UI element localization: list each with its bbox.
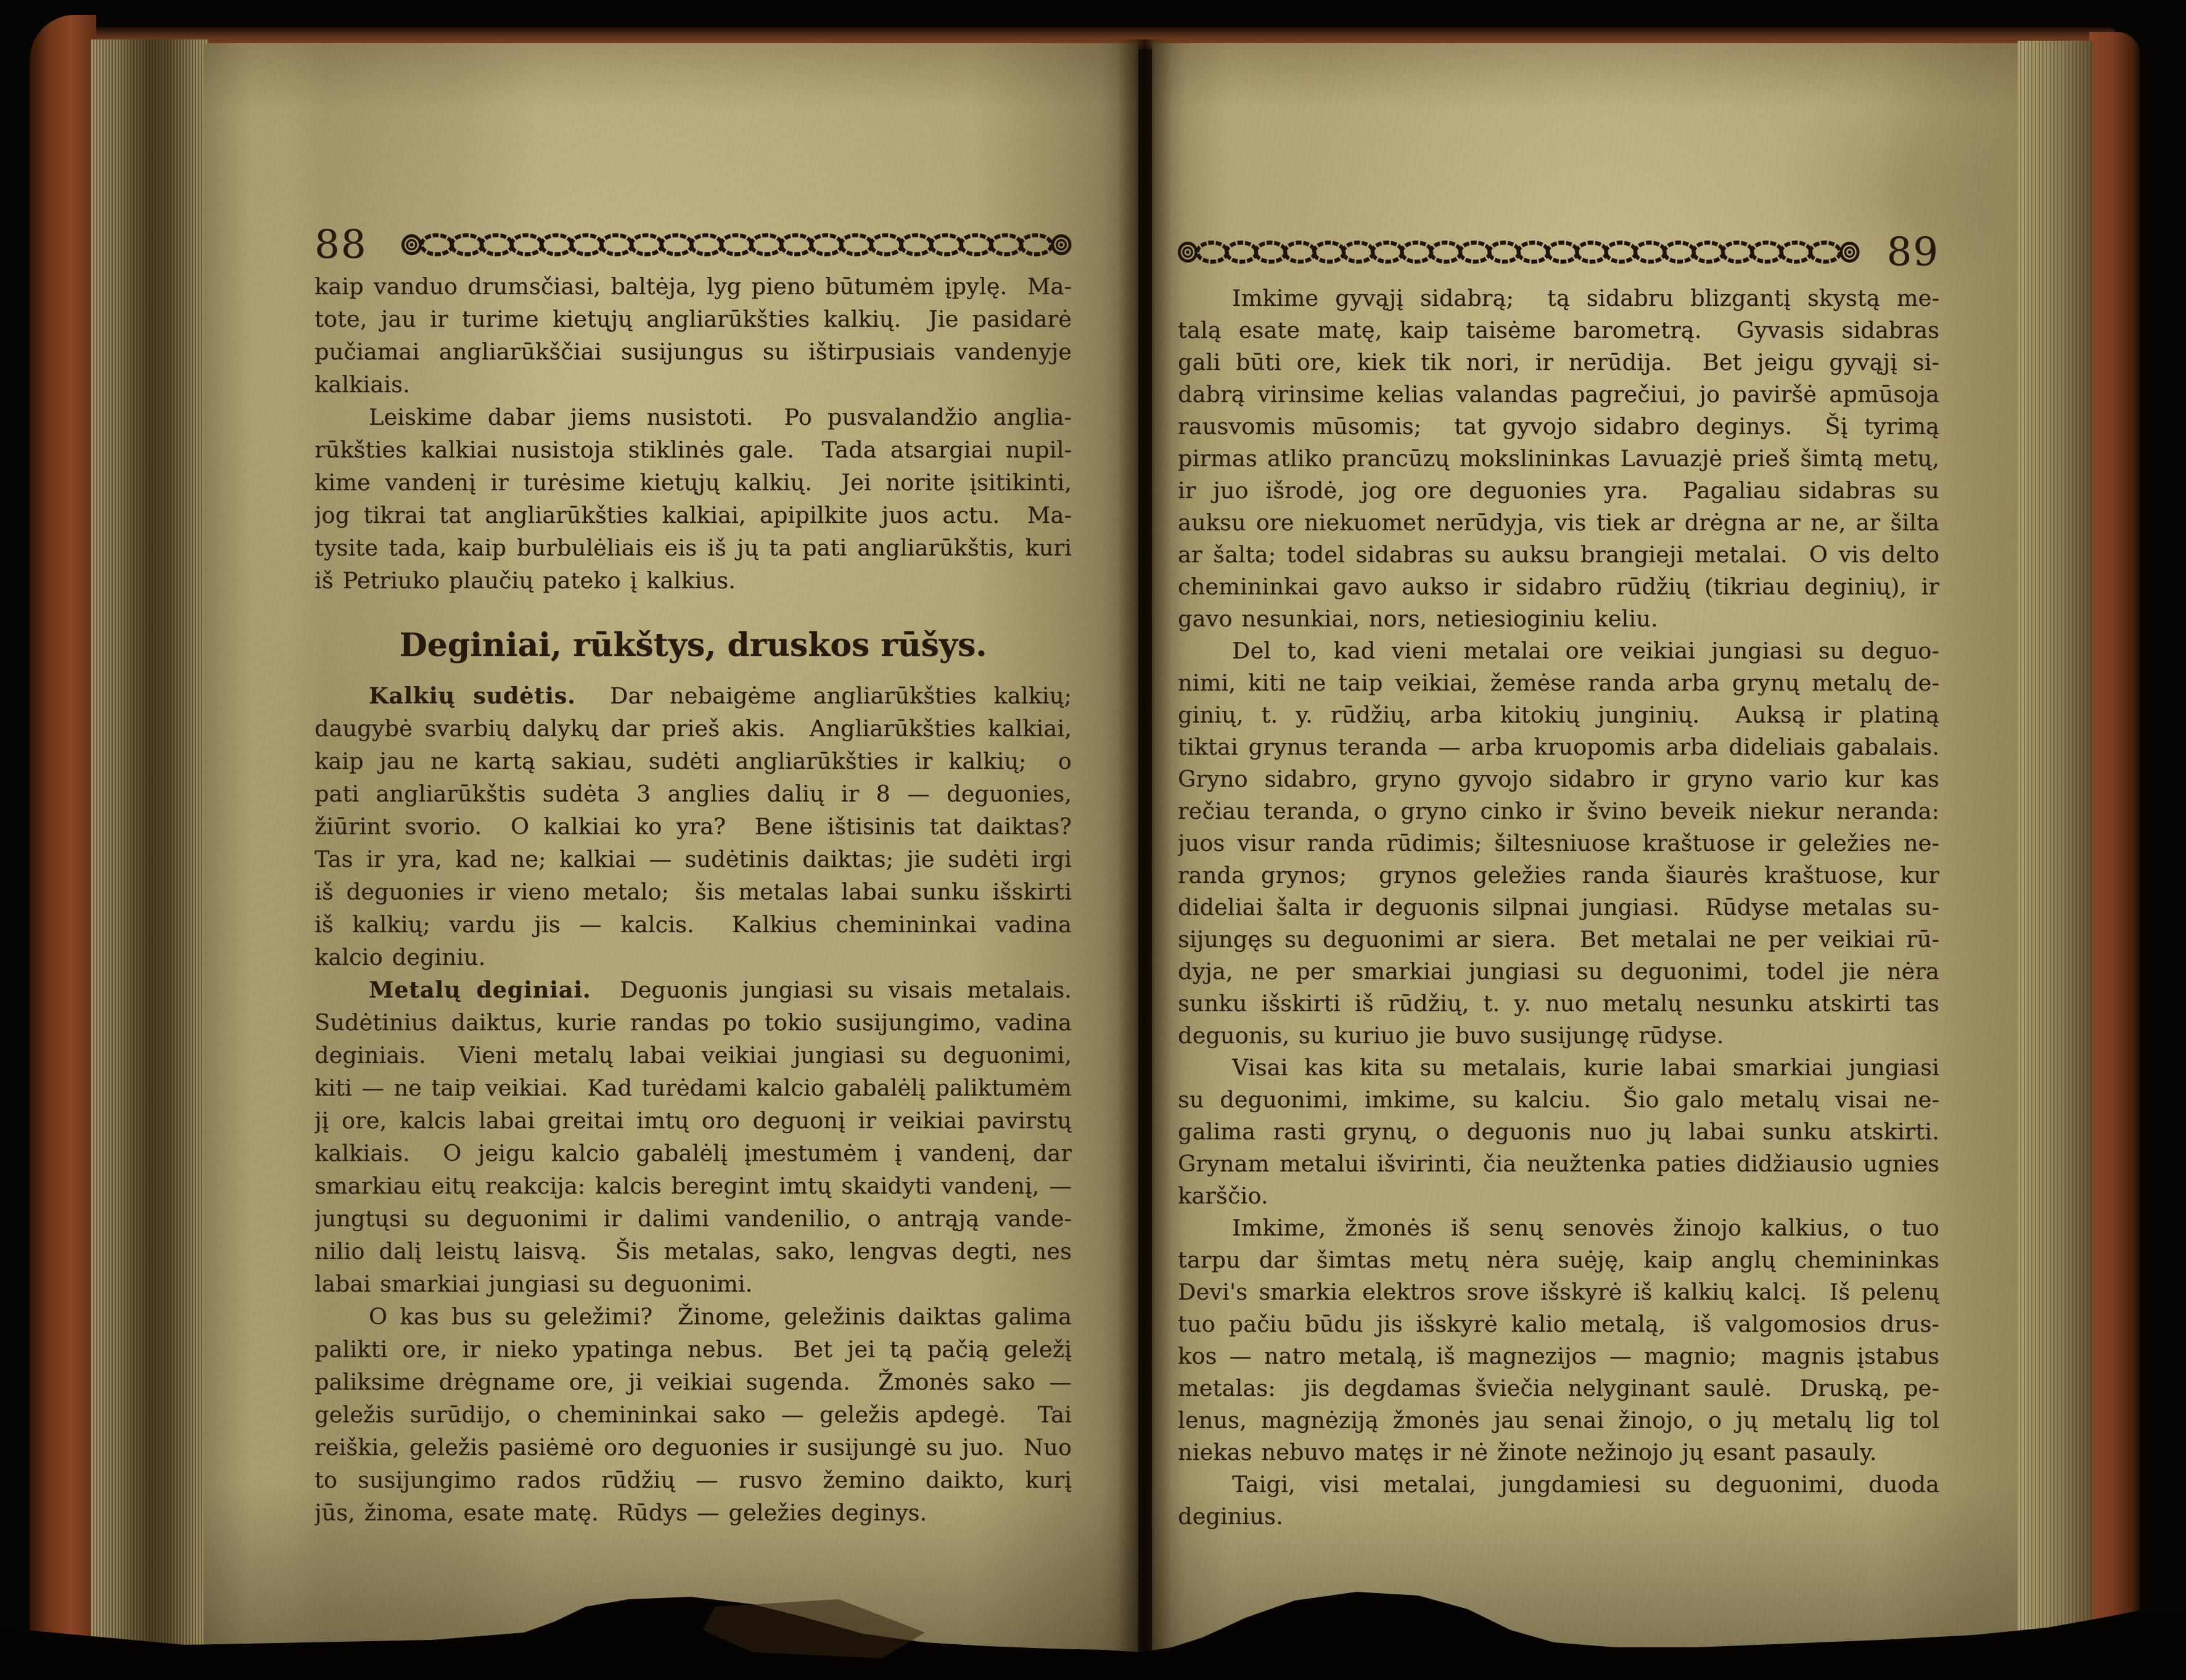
text-line: dideliai šalta ir deguonis silpnai jungiasi. Rūdyse metalas su- [1178,894,1939,920]
text-line: O kas bus su geležimi? Žinome, geležinis daiktas galima [369,1303,1072,1330]
text-line: jog tikrai tat angliarūkšties kalkiai, apipilkite juos actu. Ma- [314,502,1072,528]
chain-ornament-icon [1178,238,1860,266]
text-line: jūs, žinoma, esate matę. Rūdys — geležies deginys. [314,1499,927,1526]
page-right-text-column [1178,229,1939,1533]
chain-ornament-icon [401,231,1072,259]
text-line: kiti — ne taip veikiai. Kad turėdami kalcio gabalėlį paliktumėm [314,1075,1072,1101]
page-left [203,43,1138,1680]
run-in-heading: Kalkių sudėtis. [369,682,576,709]
text-line: tarpu dar šimtas metų nėra suėję, kaip anglų chemininkas [1178,1247,1939,1273]
text-line: su deguonimi, imkime, su kalciu. Šio galo metalų visai ne- [1178,1086,1939,1113]
text-line: niekas nebuvo matęs ir nė žinote nežinojo jų esant pasauly. [1178,1439,1877,1465]
text-line: pirmas atliko prancūzų mokslininkas Lavuazjė prieš šimtą metų, [1178,445,1939,472]
text-line: deginius. [1178,1503,1283,1530]
text-line: dabrą virinsime kelias valandas pagrečiui, jo paviršė apmūsoja [1178,381,1939,408]
text-line: pučiamai angliarūkščiai susijungus su ištirpusiais vandenyje [314,338,1072,365]
text-line: Gryno sidabro, gryno gyvojo sidabro ir gryno vario kur kas [1178,766,1939,792]
text-line: rūkšties kalkiai nusistoja stiklinės gale. Tada atsargiai nupil- [314,436,1072,463]
page-right [1152,43,2018,1680]
text-line: nilio dalį leistų laisvą. Šis metalas, sako, lengvas degti, nes [314,1238,1072,1264]
text-line: Devi's smarkia elektros srove išskyrė iš kalkių kalcį. Iš pelenų [1178,1279,1939,1305]
text-line: kalkiais. O jeigu kalcio gabalėlį įmestumėm į vandenį, dar [314,1140,1072,1166]
run-in-heading: Metalų deginiai. [369,977,591,1003]
text-line: iš deguonies ir vieno metalo; šis metalas labai sunku išskirti [314,879,1072,905]
text-line: Leiskime dabar jiems nusistoti. Po pusvalandžio anglia- [369,404,1072,430]
text-line: tuo pačiu būdu jis išskyrė kalio metalą, iš valgomosios drus- [1178,1311,1939,1337]
text-line: Kalkių sudėtis. Dar nebaigėme angliarūkšties kalkių; [369,682,1072,709]
section-heading: Deginiai, rūkštys, druskos rūšys. [399,626,987,664]
text-line: daugybė svarbių dalykų dar prieš akis. Angliarūkšties kalkiai, [314,715,1072,742]
text-line: Sudėtinius daiktus, kurie randas po tokio susijungimo, vadina [314,1009,1072,1036]
text-line: reiškia, geležis pasiėmė oro deguonies ir susijungė su juo. Nuo [314,1434,1072,1461]
text-line: Imkime, žmonės iš senų senovės žinojo kalkius, o tuo [1232,1215,1939,1241]
book-gutter-shadow [1117,39,1172,1680]
text-line: dyja, ne per smarkiai jungiasi su deguonimi, todel jie nėra [1178,958,1939,985]
text-line: karščio. [1178,1182,1268,1209]
page-left-header [314,222,1072,268]
text-line: geležis surūdijo, o chemininkai sako — geležis apdegė. Tai [314,1401,1072,1428]
text-line: chemininkai gavo aukso ir sidabro rūdžių (tikriau deginių), ir [1178,573,1939,600]
text-line: galima rasti grynų, o deguonis nuo jų labai sunku atskirti. [1178,1118,1939,1145]
text-line: Metalų deginiai. Deguonis jungiasi su visais metalais. [369,977,1072,1003]
page-number-right: 89 [1886,229,1939,275]
text-line: sijungęs su deguonimi ar siera. Bet metalai ne per veikiai rū- [1178,926,1939,953]
text-line: tysite tada, kaip burbulėliais eis iš jų ta pati angliarūkštis, kuri [314,535,1072,561]
page-edges-left-stack [91,39,208,1680]
text-line: Imkime gyvąjį sidabrą; tą sidabru blizgantį skystą me- [1232,285,1939,311]
book-cover-left-edge [30,15,96,1680]
text-line: Del to, kad vieni metalai ore veikiai jungiasi su deguo- [1232,637,1939,664]
text-line: labai smarkiai jungiasi su deguonimi. [314,1271,753,1297]
text-line: kime vandenį ir turėsime kietųjų kalkių. Jei norite įsitikinti, [314,469,1072,496]
text-line: kos — natro metalą, iš magnezijos — magnio; magnis įstabus [1178,1343,1939,1369]
text-line: jį ore, kalcis labai greitai imtų oro deguonį ir veikiai pavirstų [314,1107,1072,1134]
text-line: kaip vanduo drumsčiasi, baltėja, lyg pieno būtumėm įpylę. Ma- [314,273,1072,300]
text-line: deginiais. Vieni metalų labai veikiai jungiasi su deguonimi, [314,1042,1072,1068]
book-cover-right-edge [2089,32,2140,1680]
text-line: Visai kas kita su metalais, kurie labai smarkiai jungiasi [1232,1054,1939,1081]
text-line: jungtųsi su deguonimi ir dalimi vandenilio, o antrąją vande- [314,1205,1072,1232]
text-line: to susijungimo rados rūdžių — rusvo žemino daikto, kurį [314,1467,1072,1493]
page-right-body [1178,282,1939,1533]
text-line: žiūrint svorio. O kalkiai ko yra? Bene ištisinis tat daiktas? [314,813,1072,840]
text-line: nimi, kiti ne taip veikiai, žemėse randa arba grynų metalų de- [1178,670,1939,696]
page-left-body [314,270,1072,1529]
text-line: auksu ore niekuomet nerūdyja, vis tiek ar drėgna ar ne, ar šilta [1178,509,1939,536]
page-number-left: 88 [314,222,368,268]
text-line: iš kalkių; vardu jis — kalcis. Kalkius chemininkai vadina [314,911,1072,938]
text-line: ir juo išrodė, jog ore deguonies yra. Pagaliau sidabras su [1178,477,1939,504]
page-edges-right-stack [2018,41,2093,1680]
text-line: sunku išskirti iš rūdžių, t. y. nuo metalų nesunku atskirti tas [1178,990,1939,1017]
text-line: gali būti ore, kiek tik nori, ir nerūdija. Bet jeigu gyvąjį si- [1178,349,1939,375]
text-line: pati angliarūkštis sudėta 3 anglies dalių ir 8 — deguonies, [314,781,1072,807]
text-line: metalas: jis degdamas šviečia nelyginant saulė. Druską, pe- [1178,1375,1939,1401]
text-line: randa grynos; grynos geležies randa šiaurės kraštuose, kur [1178,862,1939,888]
text-line: ar šalta; todel sidabras su auksu brangieji metalai. O vis delto [1178,541,1939,568]
text-line: Tas ir yra, kad ne; kalkiai — sudėtinis daiktas; jie sudėti irgi [314,846,1072,872]
text-line: kalkiais. [314,371,410,398]
text-line: Grynam metalui išvirinti, čia neužtenka paties didžiausio ugnies [1178,1150,1939,1177]
text-line: rečiau teranda, o gryno cinko ir švino beveik niekur neranda: [1178,798,1939,824]
text-line: iš Petriuko plaučių pateko į kalkius. [314,567,736,594]
page-right-header [1178,229,1939,275]
text-line: tote, jau ir turime kietųjų angliarūkšties kalkių. Jie pasidarė [314,306,1072,332]
text-line: talą esate matę, kaip taisėme barometrą. Gyvasis sidabras [1178,317,1939,343]
text-line: smarkiau eitų reakcija: kalcis beregint imtų skaidyti vandenį, — [314,1173,1072,1199]
page-left-text-column [314,224,1072,1529]
text-line: kalcio deginiu. [314,944,486,970]
text-line: rausvomis mūsomis; tat gyvojo sidabro deginys. Šį tyrimą [1178,413,1939,440]
text-line: paliksime drėgname ore, ji veikiai sugenda. Žmonės sako — [314,1369,1072,1395]
text-line: ginių, t. y. rūdžių, arba kitokių junginių. Auksą ir platiną [1178,702,1939,728]
text-line: gavo nesunkiai, nors, netiesioginiu keliu. [1178,605,1658,632]
text-line: palikti ore, ir nieko ypatinga nebus. Bet jei tą pačią geležį [314,1336,1072,1362]
text-line: lenus, magnėziją žmonės jau senai žinojo, o jų metalų lig tol [1178,1407,1939,1433]
text-line: juos visur randa rūdimis; šiltesniuose kraštuose ir geležies ne- [1178,830,1939,856]
text-line: deguonis, su kuriuo jie buvo susijungę rūdyse. [1178,1022,1724,1049]
text-line: kaip jau ne kartą sakiau, sudėti angliarūkšties ir kalkių; o [314,748,1072,774]
text-line: Taigi, visi metalai, jungdamiesi su deguonimi, duoda [1232,1471,1939,1498]
text-line: tiktai grynus teranda — arba kruopomis arba dideliais gabalais. [1178,734,1939,760]
